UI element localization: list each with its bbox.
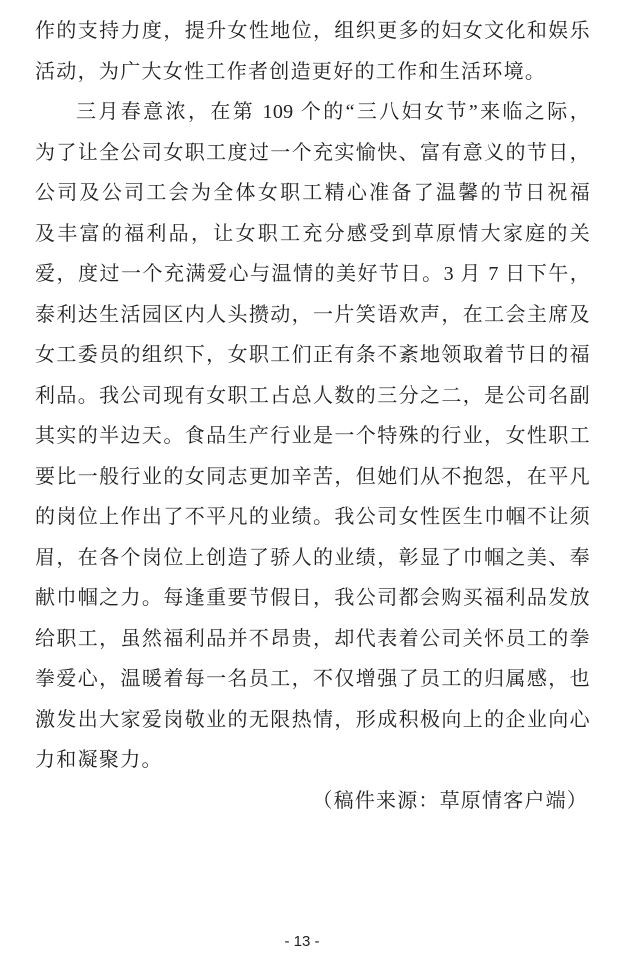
body-text-line: 眉，在各个岗位上创造了骄人的业绩，彰显了巾帼之美、奉 (35, 546, 590, 569)
body-text-line: 及丰富的福利品，让女职工充分感受到草原情大家庭的关 (35, 222, 590, 245)
paragraph-main (35, 92, 590, 781)
body-text-line: 爱，度过一个充满爱心与温情的美好节日。3 月 7 日下午， (35, 263, 590, 285)
body-text-line: 激发出大家爱岗敬业的无限热情，形成积极向上的企业向心 (35, 708, 590, 731)
paragraph-continued (35, 11, 590, 92)
body-text-line: 泰利达生活园区内人头攒动，一片笑语欢声，在工会主席及 (35, 303, 590, 326)
body-text-line: 给职工，虽然福利品并不昂贵，却代表着公司关怀员工的拳 (35, 627, 590, 650)
body-text-line: 力和凝聚力。 (35, 749, 163, 771)
body-text-line: 拳爱心，温暖着每一名员工，不仅增强了员工的归属感，也 (35, 668, 590, 690)
body-text-line: 的岗位上作出了不平凡的业绩。我公司女性医生巾帼不让须 (35, 506, 590, 528)
body-text-line: 为了让全公司女职工度过一个充实愉快、富有意义的节日， (35, 141, 590, 164)
body-text-line: 公司及公司工会为全体女职工精心准备了温馨的节日祝福 (35, 182, 590, 204)
body-text-line: 活动，为广大女性工作者创造更好的工作和生活环境。 (35, 60, 547, 83)
body-text-line: 利品。我公司现有女职工占总人数的三分之二，是公司名副 (35, 384, 590, 407)
page-number: - 13 - (284, 933, 320, 950)
body-text (35, 11, 590, 821)
attribution-line: （稿件来源：草原情客户端） (312, 789, 588, 812)
body-text-line: 作的支持力度，提升女性地位，组织更多的妇女文化和娱乐 (35, 20, 590, 42)
body-text-line: 献巾帼之力。每逢重要节假日，我公司都会购买福利品发放 (35, 587, 590, 609)
body-text-line: 女工委员的组织下，女职工们正有条不紊地领取着节日的福 (35, 344, 590, 366)
body-text-line: 要比一般行业的女同志更加辛苦，但她们从不抱怨，在平凡 (35, 465, 590, 488)
body-text-line: 三月春意浓，在第 109 个的“三八妇女节”来临之际， (76, 101, 590, 123)
body-text-line: 其实的半边天。食品生产行业是一个特殊的行业，女性职工 (35, 425, 590, 447)
